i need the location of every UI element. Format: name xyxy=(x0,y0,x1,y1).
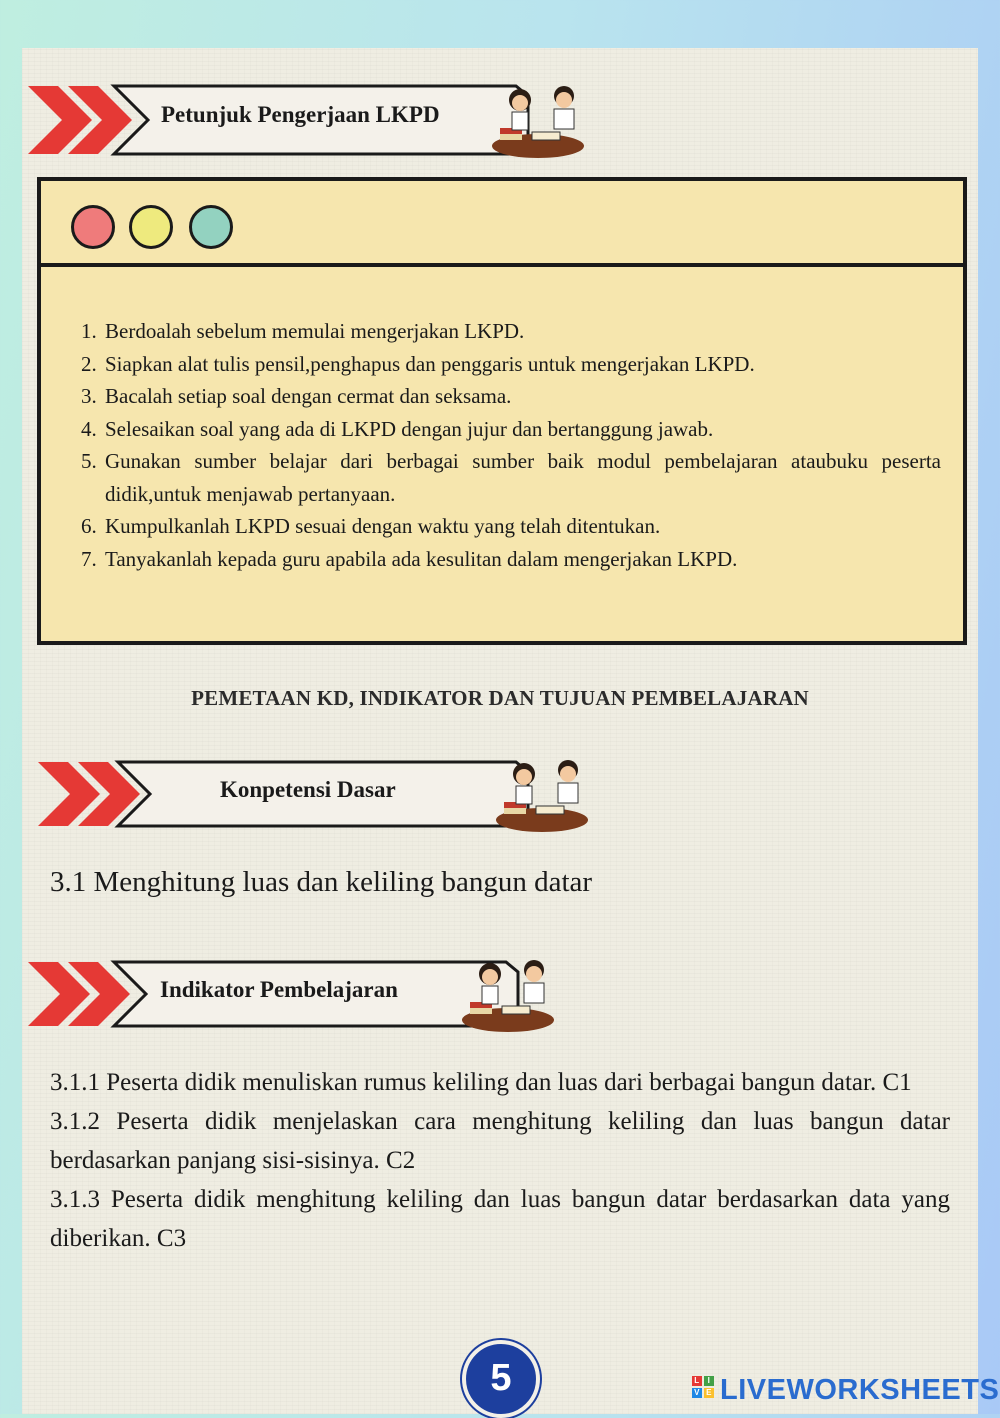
instruction-list xyxy=(81,315,941,575)
list-item: 1. Berdoalah sebelum memulai mengerjakan LKPD. xyxy=(81,319,525,343)
students-reading-icon xyxy=(486,756,596,836)
list-item: 3.1.3 Peserta didik menghitung keliling dan luas bangun datar berdasarkan data yang diberikan. C3 xyxy=(50,1186,950,1252)
banner-kompetensi-label: Konpetensi Dasar xyxy=(220,777,396,802)
yellow-dot-icon xyxy=(129,205,173,249)
list-item: 2. Siapkan alat tulis pensil,penghapus dan penggaris untuk mengerjakan LKPD. xyxy=(81,351,755,376)
list-item: 3.1.2 Peserta didik menjelaskan cara menghitung keliling dan luas bangun datar berdasarkan panjang sisi-sisinya. C2 xyxy=(50,1108,950,1174)
list-item: 3. Bacalah setiap soal dengan cermat dan seksama. xyxy=(81,384,512,408)
kompetensi-dasar-text: 3.1 Menghitung luas dan keliling bangun datar xyxy=(50,866,593,898)
banner-indikator-label: Indikator Pembelajaran xyxy=(160,977,398,1002)
list-item: 3.1.1 Peserta didik menuliskan rumus keliling dan luas dari berbagai bangun datar. C1 xyxy=(50,1069,912,1096)
page-number: 5 xyxy=(462,1340,540,1418)
section-title: PEMETAAN KD, INDIKATOR DAN TUJUAN PEMBELAJARAN xyxy=(191,686,809,710)
watermark-text: LIVEWORKSHEETS xyxy=(720,1374,1000,1406)
list-item: 6. Kumpulkanlah LKPD sesuai dengan waktu yang telah ditentukan. xyxy=(81,514,661,538)
banner-indikator xyxy=(28,956,568,1036)
list-item: 5. Gunakan sumber belajar dari berbagai sumber baik modul pembelajaran ataubuku peserta didik,untuk menjawab pertanyaan. xyxy=(81,449,941,506)
indikator-list xyxy=(50,1063,950,1258)
students-reading-icon xyxy=(452,956,562,1036)
instructions-window xyxy=(37,177,967,645)
window-title-bar xyxy=(41,181,963,267)
red-dot-icon xyxy=(71,205,115,249)
liveworksheets-logo-icon: L I V E xyxy=(692,1376,716,1400)
list-item: 7. Tanyakanlah kepada guru apabila ada kesulitan dalam mengerjakan LKPD. xyxy=(81,546,738,571)
banner-petunjuk-label: Petunjuk Pengerjaan LKPD xyxy=(161,102,440,127)
banner-petunjuk xyxy=(28,82,588,162)
list-item: 4. Selesaikan soal yang ada di LKPD dengan jujur dan bertanggung jawab. xyxy=(81,416,714,441)
liveworksheets-watermark xyxy=(692,1374,999,1408)
students-reading-icon xyxy=(482,82,592,162)
banner-kompetensi xyxy=(38,756,598,836)
green-dot-icon xyxy=(189,205,233,249)
